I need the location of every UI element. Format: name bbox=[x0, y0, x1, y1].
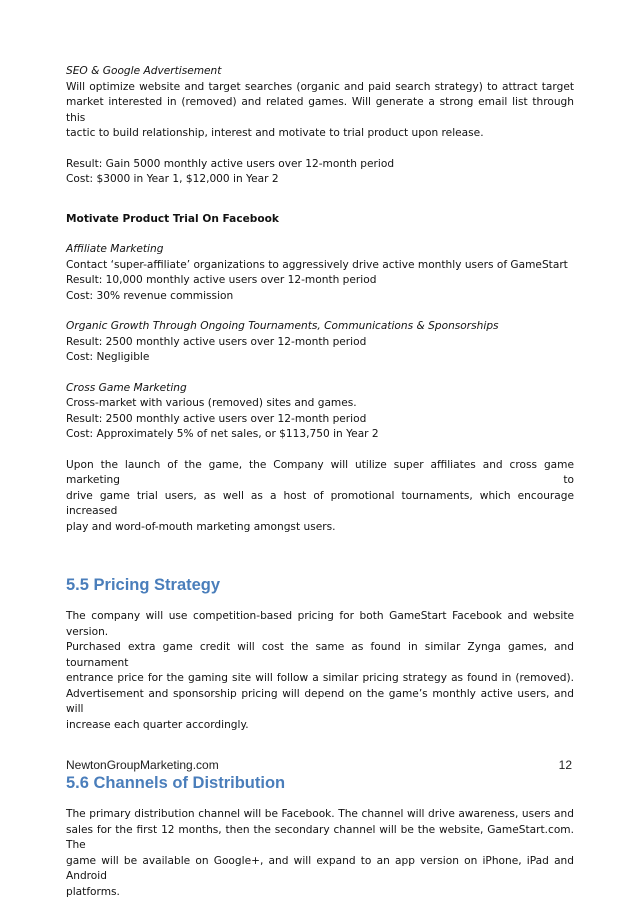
seo-paragraph-line: tactic to build relationship, interest and motivate to trial product upon release. bbox=[66, 126, 574, 142]
cross-heading: Cross Game Marketing bbox=[66, 381, 574, 397]
cross-desc: Cross-market with various (removed) sites and games. bbox=[66, 396, 574, 412]
distribution-line: The primary distribution channel will be Facebook. The channel will drive awareness, users and bbox=[66, 807, 574, 823]
summary-line: Upon the launch of the game, the Company will utilize super affiliates and cross game marketing to bbox=[66, 458, 574, 489]
pricing-line: The company will use competition-based pricing for both GameStart Facebook and website version. bbox=[66, 609, 574, 640]
pricing-line: Purchased extra game credit will cost the same as found in similar Zynga games, and tournament bbox=[66, 640, 574, 671]
document-body bbox=[66, 64, 574, 900]
cross-cost: Cost: Approximately 5% of net sales, or $113,750 in Year 2 bbox=[66, 427, 574, 443]
cross-result: Result: 2500 monthly active users over 12-month period bbox=[66, 412, 574, 428]
motivate-heading: Motivate Product Trial On Facebook bbox=[66, 212, 574, 228]
affiliate-result: Result: 10,000 monthly active users over 12-month period bbox=[66, 273, 574, 289]
affiliate-desc: Contact ‘super-affiliate’ organizations to aggressively drive active monthly users of GameStart bbox=[66, 258, 574, 274]
distribution-line: game will be available on Google+, and will expand to an app version on iPhone, iPad and Android bbox=[66, 854, 574, 885]
affiliate-cost: Cost: 30% revenue commission bbox=[66, 289, 574, 305]
pricing-line: increase each quarter accordingly. bbox=[66, 718, 574, 734]
organic-heading: Organic Growth Through Ongoing Tournaments, Communications & Sponsorships bbox=[66, 319, 574, 335]
summary-line: drive game trial users, as well as a host of promotional tournaments, which encourage increased bbox=[66, 489, 574, 520]
seo-cost: Cost: $3000 in Year 1, $12,000 in Year 2 bbox=[66, 172, 574, 188]
distribution-line: sales for the first 12 months, then the secondary channel will be the website, GameStart.com. The bbox=[66, 823, 574, 854]
seo-result: Result: Gain 5000 monthly active users over 12-month period bbox=[66, 157, 574, 173]
seo-paragraph-line: Will optimize website and target searches (organic and paid search strategy) to attract target bbox=[66, 80, 574, 96]
organic-cost: Cost: Negligible bbox=[66, 350, 574, 366]
seo-paragraph-line: market interested in (removed) and related games. Will generate a strong email list through this bbox=[66, 95, 574, 126]
distribution-heading: 5.6 Channels of Distribution bbox=[66, 773, 574, 793]
organic-result: Result: 2500 monthly active users over 12-month period bbox=[66, 335, 574, 351]
affiliate-heading: Affiliate Marketing bbox=[66, 242, 574, 258]
pricing-heading: 5.5 Pricing Strategy bbox=[66, 575, 574, 595]
page-number: 12 bbox=[559, 758, 572, 772]
distribution-line: platforms. bbox=[66, 885, 574, 900]
summary-line: play and word-of-mouth marketing amongst users. bbox=[66, 520, 574, 536]
pricing-line: Advertisement and sponsorship pricing will depend on the game’s monthly active users, and will bbox=[66, 687, 574, 718]
pricing-line: entrance price for the gaming site will follow a similar pricing strategy as found in (removed). bbox=[66, 671, 574, 687]
seo-heading: SEO & Google Advertisement bbox=[66, 64, 574, 80]
footer-site: NewtonGroupMarketing.com bbox=[66, 758, 219, 772]
